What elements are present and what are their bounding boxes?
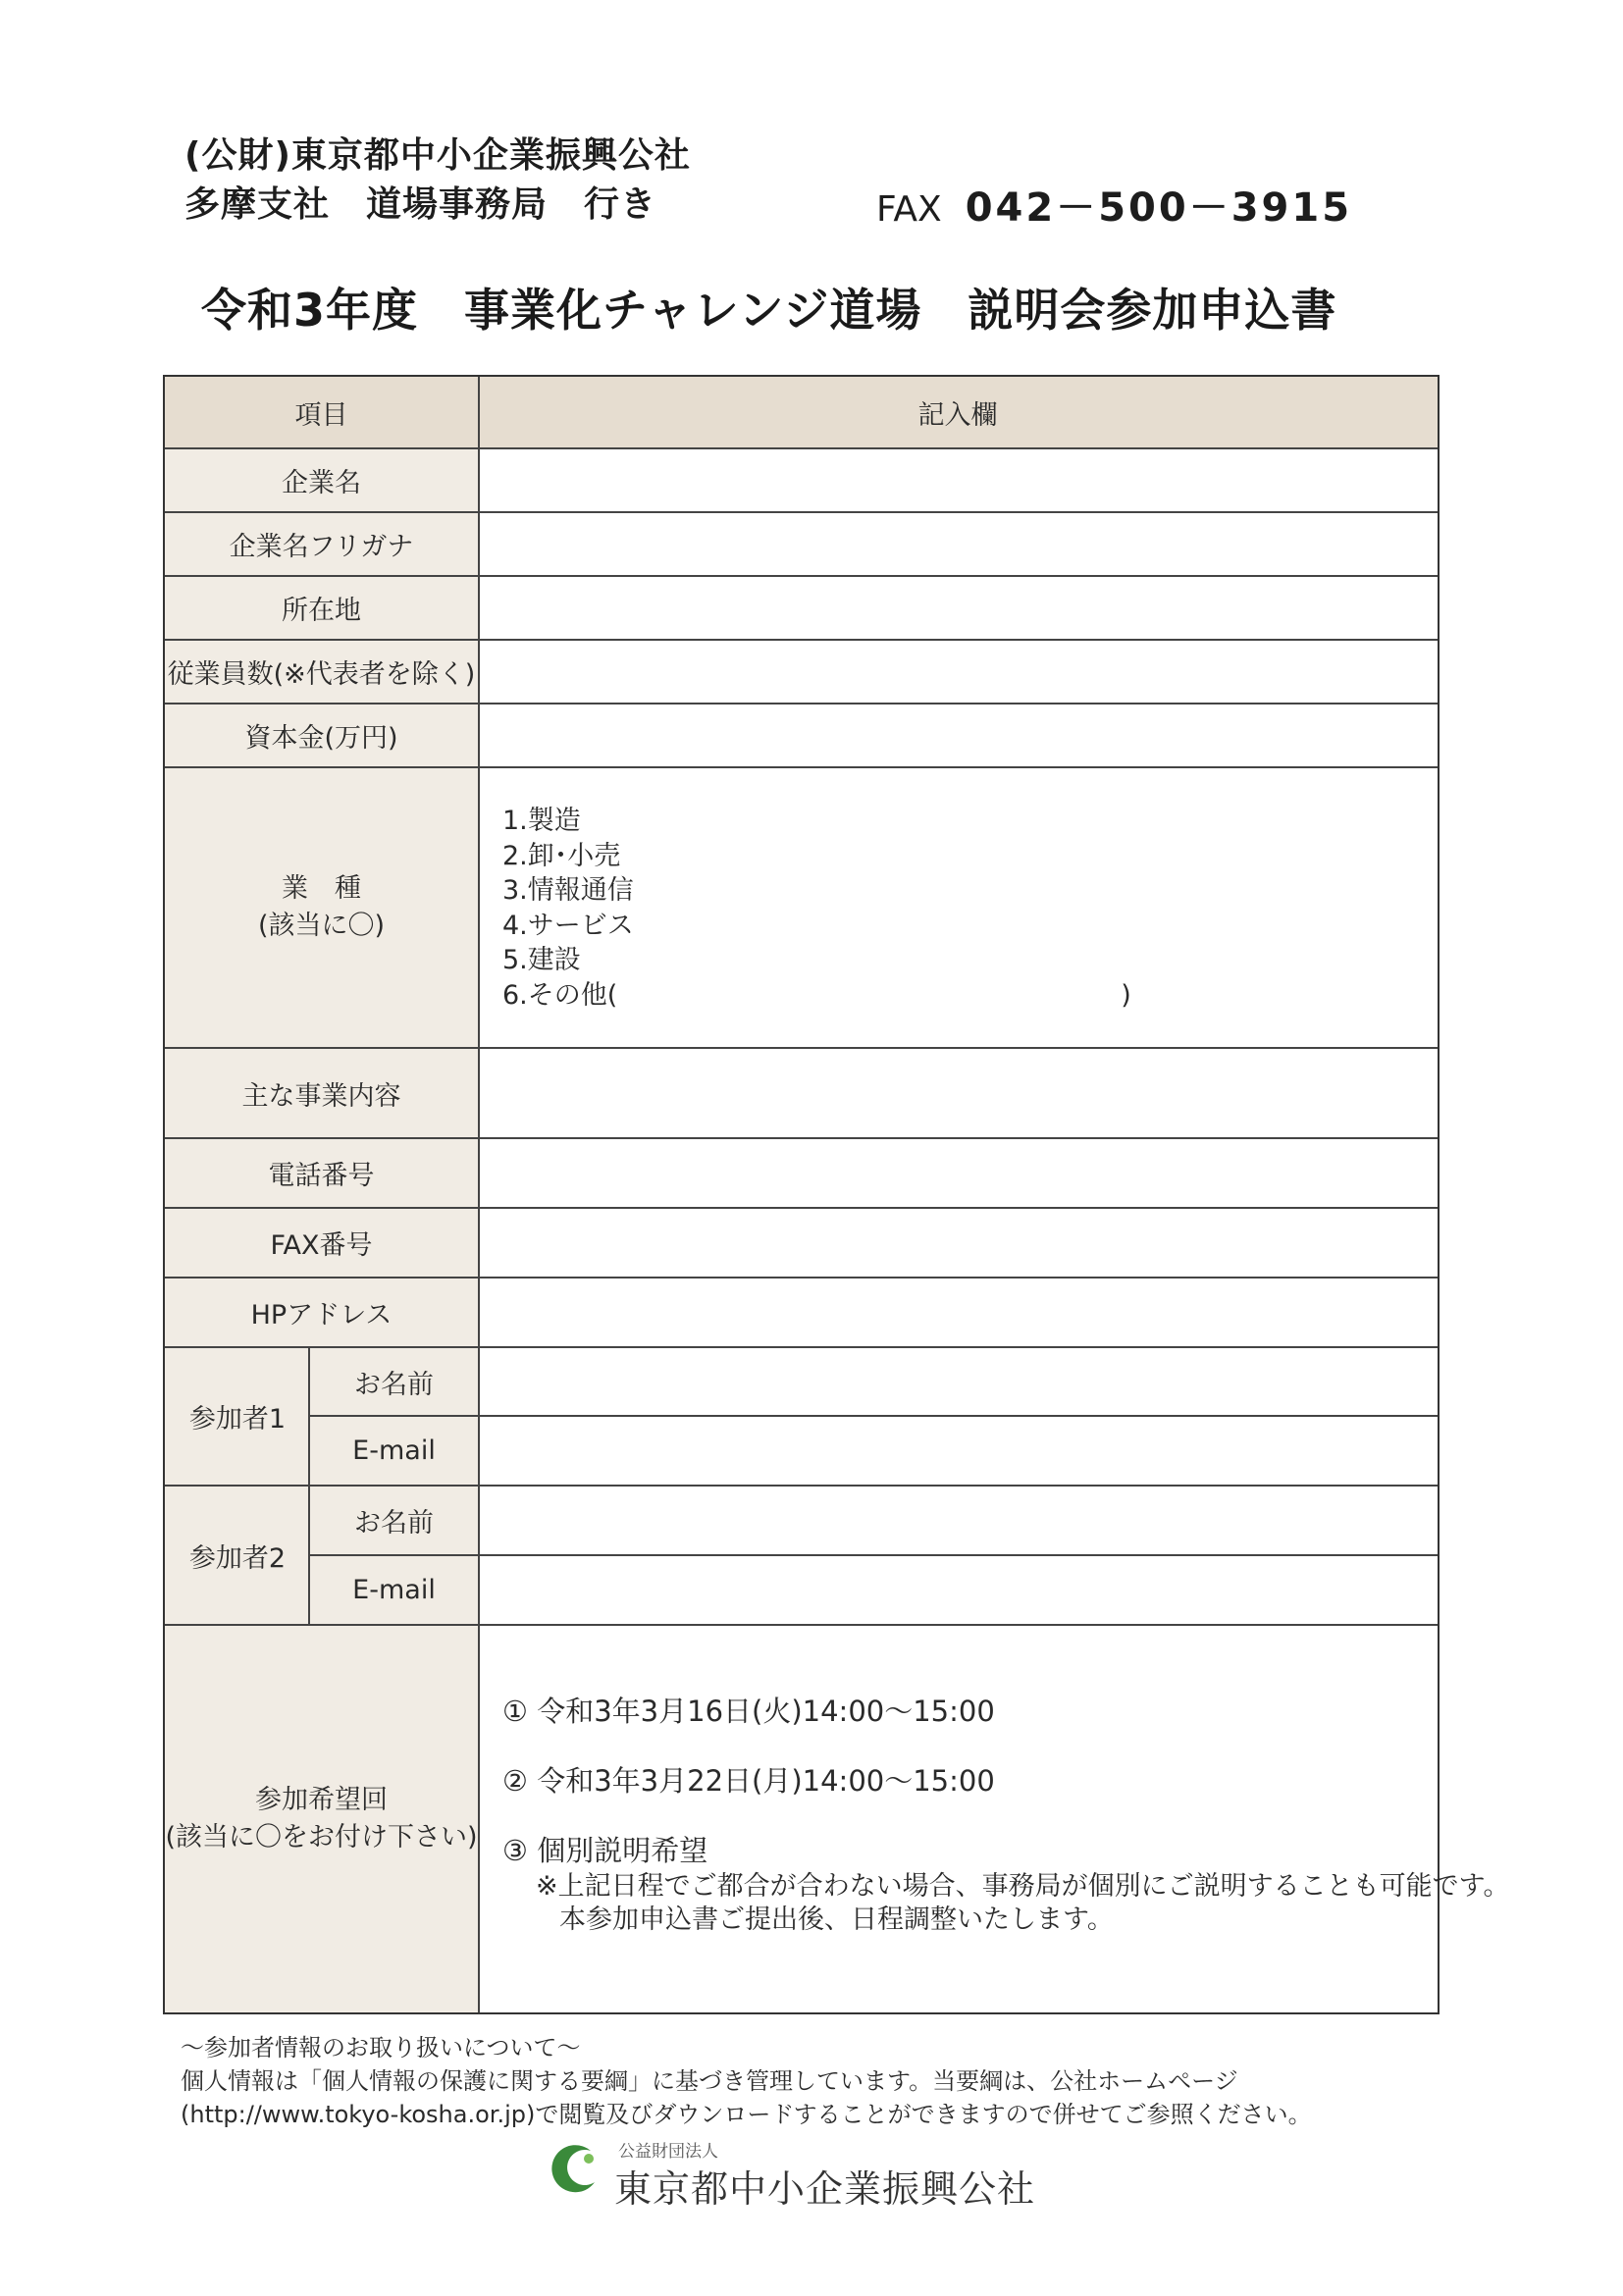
row-divider [308, 1415, 1438, 1417]
column-header-entry: 記入欄 [478, 377, 1438, 448]
label-preferred-line1: 参加希望回 [255, 1784, 388, 1815]
row-divider [165, 703, 1438, 704]
participant1-name-field[interactable] [480, 1347, 1438, 1416]
industry-option-5[interactable]: 5.建設 [502, 945, 581, 975]
label-participant2: 参加者2 [165, 1486, 310, 1625]
label-participant2-email: E-mail [310, 1555, 478, 1625]
fax-field[interactable] [480, 1208, 1438, 1278]
privacy-line1: 個人情報は「個人情報の保護に関する要綱」に基づき管理しています。当要綱は、公社ホームページ [181, 2067, 1238, 2095]
session-note-1: ※上記日程でご都合が合わない場合、事務局が個別にご説明することも可能です。 [536, 1871, 1510, 1902]
row-divider [308, 1554, 1438, 1556]
label-industry-line1: 業 種 [282, 873, 361, 904]
industry-option-2[interactable]: 2.卸･小売 [502, 840, 621, 871]
row-divider [165, 639, 1438, 641]
row-divider [165, 575, 1438, 577]
row-divider [165, 1277, 1438, 1278]
participant2-name-field[interactable] [480, 1486, 1438, 1555]
addressee-line2: 多摩支社 道場事務局 行き [184, 184, 657, 225]
row-divider [165, 1137, 1438, 1139]
column-divider [478, 377, 480, 2012]
row-divider [165, 1207, 1438, 1209]
row-divider [165, 1047, 1438, 1049]
page-title: 令和3年度 事業化チャレンジ道場 説明会参加申込書 [201, 284, 1337, 337]
label-industry [165, 767, 478, 1048]
industry-option-6[interactable]: 6.その他( ) [502, 979, 1131, 1011]
session-option-1[interactable]: ① 令和3年3月16日(火)14:00～15:00 [502, 1695, 995, 1728]
label-business: 主な事業内容 [165, 1048, 478, 1138]
privacy-notice [181, 2031, 1312, 2131]
label-company: 企業名 [165, 448, 478, 512]
participant1-email-field[interactable] [480, 1416, 1438, 1486]
label-hp: HPアドレス [165, 1278, 478, 1347]
address-field[interactable] [480, 576, 1438, 640]
label-address: 所在地 [165, 576, 478, 640]
fax-number: 042－500－3915 [965, 185, 1353, 231]
label-phone: 電話番号 [165, 1138, 478, 1208]
logo-mark-icon [546, 2143, 601, 2198]
label-participant1-name: お名前 [310, 1347, 478, 1416]
privacy-heading: ～参加者情報のお取り扱いについて～ [181, 2034, 581, 2061]
label-participant1: 参加者1 [165, 1347, 310, 1486]
hp-field[interactable] [480, 1278, 1438, 1347]
label-participant2-name: お名前 [310, 1486, 478, 1555]
column-header-item: 項目 [165, 377, 478, 448]
fax-header [876, 177, 1352, 233]
label-employees: 従業員数(※代表者を除く) [165, 640, 478, 704]
organization-logo [546, 2137, 1036, 2211]
label-industry-line2: (該当に〇) [257, 911, 386, 941]
addressee-line1: (公財)東京都中小企業振興公社 [184, 135, 691, 176]
participant2-email-field[interactable] [480, 1555, 1438, 1625]
session-note-2: 本参加申込書ご提出後、日程調整いたします。 [559, 1905, 1114, 1935]
label-capital: 資本金(万円) [165, 704, 478, 767]
row-divider [165, 511, 1438, 513]
row-divider [165, 1485, 1438, 1487]
industry-option-4[interactable]: 4.サービス [502, 910, 634, 941]
label-company-kana: 企業名フリガナ [165, 512, 478, 576]
company-name-field[interactable] [480, 448, 1438, 512]
capital-field[interactable] [480, 704, 1438, 767]
fax-label: FAX [876, 189, 942, 230]
row-divider [165, 1346, 1438, 1348]
application-form-table [163, 375, 1510, 2014]
label-preferred-session [165, 1625, 478, 2012]
logo-subtitle: 公益財団法人 [618, 2142, 718, 2162]
industry-option-3[interactable]: 3.情報通信 [502, 875, 634, 906]
label-fax: FAX番号 [165, 1208, 478, 1278]
phone-field[interactable] [480, 1138, 1438, 1208]
session-option-2[interactable]: ② 令和3年3月22日(月)14:00～15:00 [502, 1764, 995, 1798]
business-field[interactable] [480, 1048, 1438, 1138]
company-kana-field[interactable] [480, 512, 1438, 576]
label-preferred-line2: (該当に〇をお付け下さい) [165, 1821, 478, 1852]
employees-field[interactable] [480, 640, 1438, 704]
row-divider [165, 766, 1438, 768]
industry-option-1[interactable]: 1.製造 [502, 806, 581, 836]
session-option-3[interactable]: ③ 個別説明希望 [502, 1834, 708, 1867]
row-divider [165, 447, 1438, 449]
row-divider [165, 1624, 1438, 1626]
industry-options[interactable] [502, 804, 1131, 1013]
logo-name: 東京都中小企業振興公社 [614, 2167, 1036, 2211]
privacy-line2: (http://www.tokyo-kosha.or.jp)で閲覧及びダウンロードすることができますので併せてご参照ください。 [181, 2101, 1312, 2128]
label-participant1-email: E-mail [310, 1416, 478, 1486]
